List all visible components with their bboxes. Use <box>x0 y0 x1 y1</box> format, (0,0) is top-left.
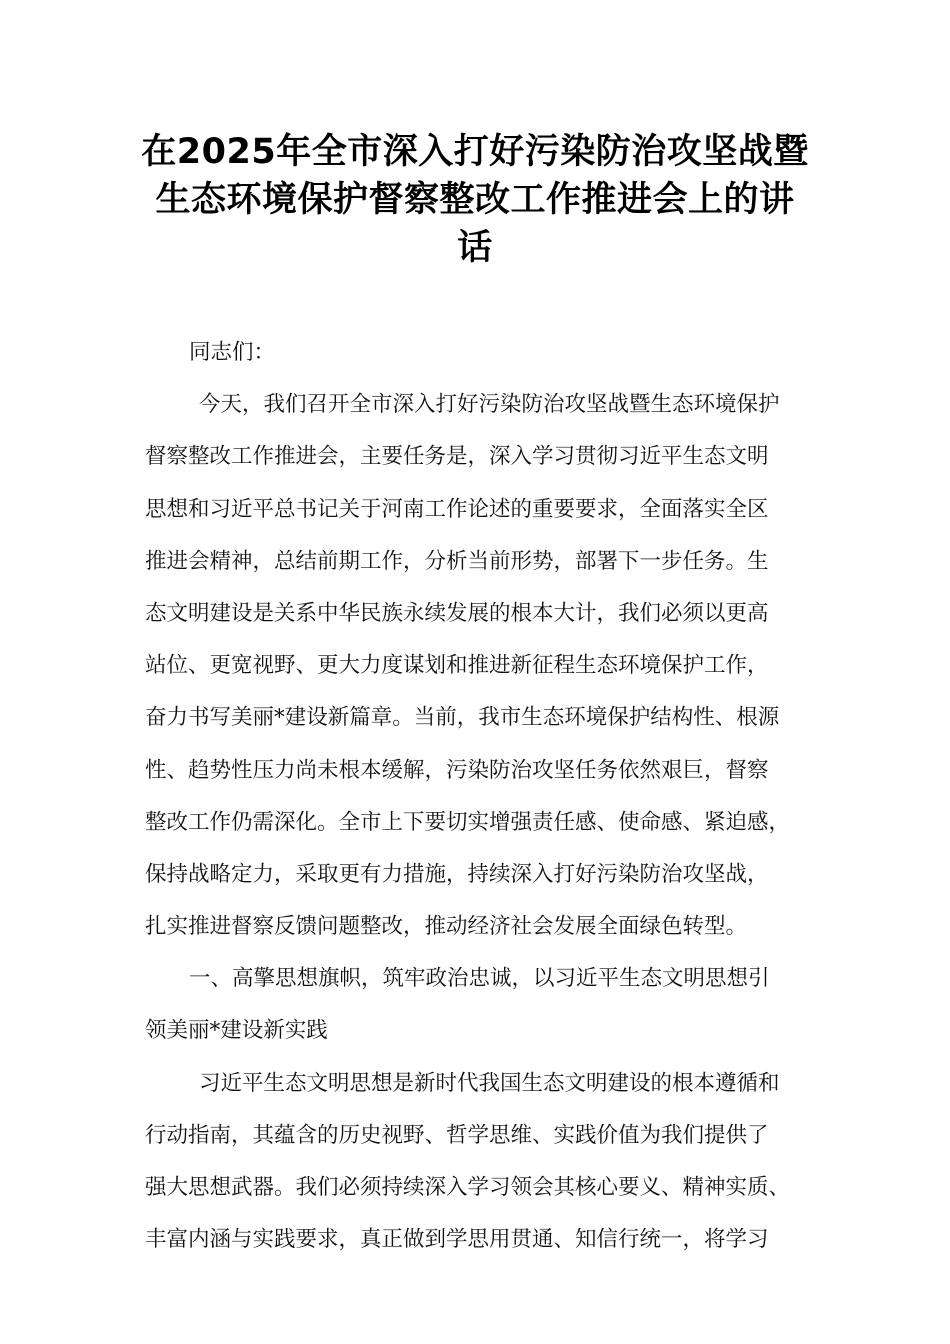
text-line: 强大思想武器。我们必须持续深入学习领会其核心要义、精神实质、 <box>145 1175 791 1200</box>
text-line: 督察整改工作推进会，主要任务是，深入学习贯彻习近平生态文明 <box>145 444 769 470</box>
heading-line: 领美丽*建设新实践 <box>145 1018 328 1044</box>
text-line: 奋力书写美丽*建设新篇章。当前，我市生态环境保护结构性、根源 <box>145 705 780 731</box>
text-line: 性、趋势性压力尚未根本缓解，污染防治攻坚任务依然艰巨，督察 <box>145 757 769 783</box>
document-title <box>120 128 830 272</box>
title-line: 生态环境保护督察整改工作推进会上的讲 <box>155 180 795 220</box>
paragraph-section-1 <box>145 1058 825 1267</box>
text-line: 整改工作仍需深化。全市上下要切实增强责任感、使命感、紧迫感， <box>145 809 791 835</box>
text-line: 思想和习近平总书记关于河南工作论述的重要要求，全面落实全区 <box>145 496 769 522</box>
text-line: 扎实推进督察反馈问题整改，推动经济社会发展全面绿色转型。 <box>145 914 748 940</box>
document-body <box>145 327 825 1266</box>
text-line: 丰富内涵与实践要求，真正做到学思用贯通、知信行统一，将学习 <box>145 1227 769 1253</box>
title-line: 话 <box>457 228 493 268</box>
text-line: 推进会精神，总结前期工作，分析当前形势，部署下一步任务。生 <box>145 548 769 574</box>
section-heading-1 <box>145 953 825 1057</box>
text-line: 今天，我们召开全市深入打好污染防治攻坚战暨生态环境保护 <box>199 392 780 418</box>
text-line: 保持战略定力，采取更有力措施，持续深入打好污染防治攻坚战， <box>145 861 769 887</box>
text-line: 态文明建设是关系中华民族永续发展的根本大计，我们必须以更高 <box>145 600 769 626</box>
paragraph-intro <box>145 379 825 953</box>
salutation: 同志们： <box>189 340 276 365</box>
text-line: 行动指南，其蕴含的历史视野、哲学思维、实践价值为我们提供了 <box>145 1122 769 1148</box>
title-line: 在2025年全市深入打好污染防治攻坚战暨 <box>141 132 809 172</box>
text-line: 习近平生态文明思想是新时代我国生态文明建设的根本遵循和 <box>199 1070 780 1096</box>
text-line: 站位、更宽视野、更大力度谋划和推进新征程生态环境保护工作， <box>145 653 769 679</box>
heading-line: 一、高擎思想旗帜，筑牢政治忠诚，以习近平生态文明思想引 <box>189 966 770 992</box>
